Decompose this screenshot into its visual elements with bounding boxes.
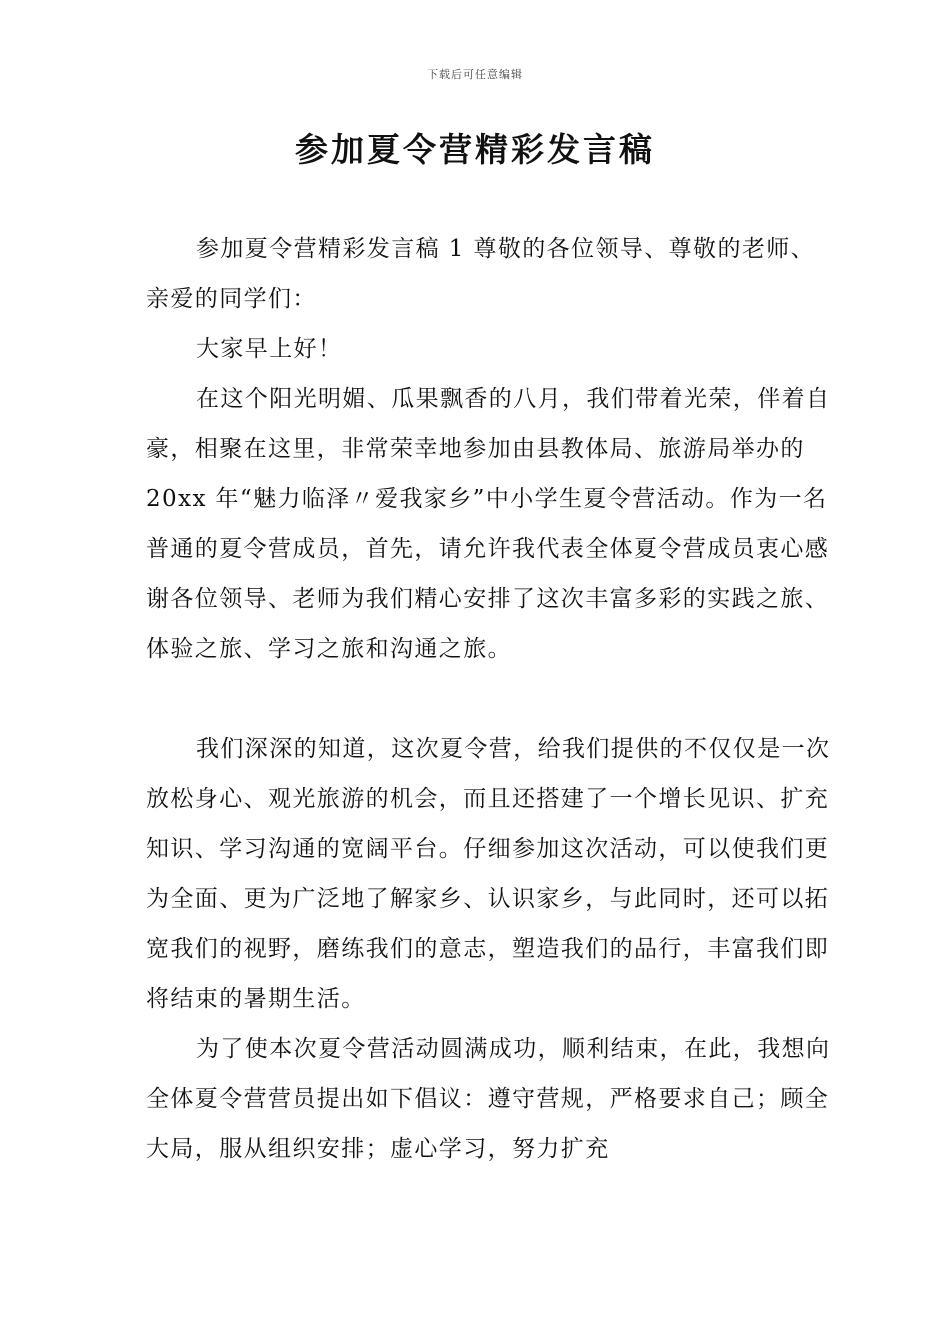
paragraph-purpose: 我们深深的知道，这次夏令营，给我们提供的不仅仅是一次放松身心、观光旅游的机会，而且还搭建了一个增长见识、扩充知识、学习沟通的宽阔平台。仔细参加这次活动，可以使我们更为全面、更为广泛地了解家乡、认识家乡，与此同时，还可以拓宽我们的视野，磨练我们的意志，塑造我们的品行，丰富我们即将结束的暑期生活。 [146,736,831,1012]
paragraph-greeting: 参加夏令营精彩发言稿 1 尊敬的各位领导、尊敬的老师、亲爱的同学们： [146,236,816,312]
document-body [146,224,836,1174]
paragraph-intro: 在这个阳光明媚、瓜果飘香的八月，我们带着光荣，伴着自豪，相聚在这里，非常荣幸地参加由县教体局、旅游局举办的 20xx 年“魅力临泽〃爱我家乡”中小学生夏令营活动。作为一名普通的夏令营成员，首先，请允许我代表全体夏令营成员衷心感谢各位领导、老师为我们精心安排了这次丰富多彩的实践之旅、体验之旅、学习之旅和沟通之旅。 [146,386,831,662]
paragraph-spacer [146,674,836,724]
document-title: 参加夏令营精彩发言稿 [295,130,655,169]
paragraph-morning: 大家早上好！ [196,336,343,362]
header-note: 下载后可任意编辑 [427,68,523,81]
paragraph-proposal: 为了使本次夏令营活动圆满成功，顺利结束，在此，我想向全体夏令营营员提出如下倡议：遵守营规，严格要求自己；顾全大局，服从组织安排；虚心学习，努力扩充 [146,1036,831,1162]
